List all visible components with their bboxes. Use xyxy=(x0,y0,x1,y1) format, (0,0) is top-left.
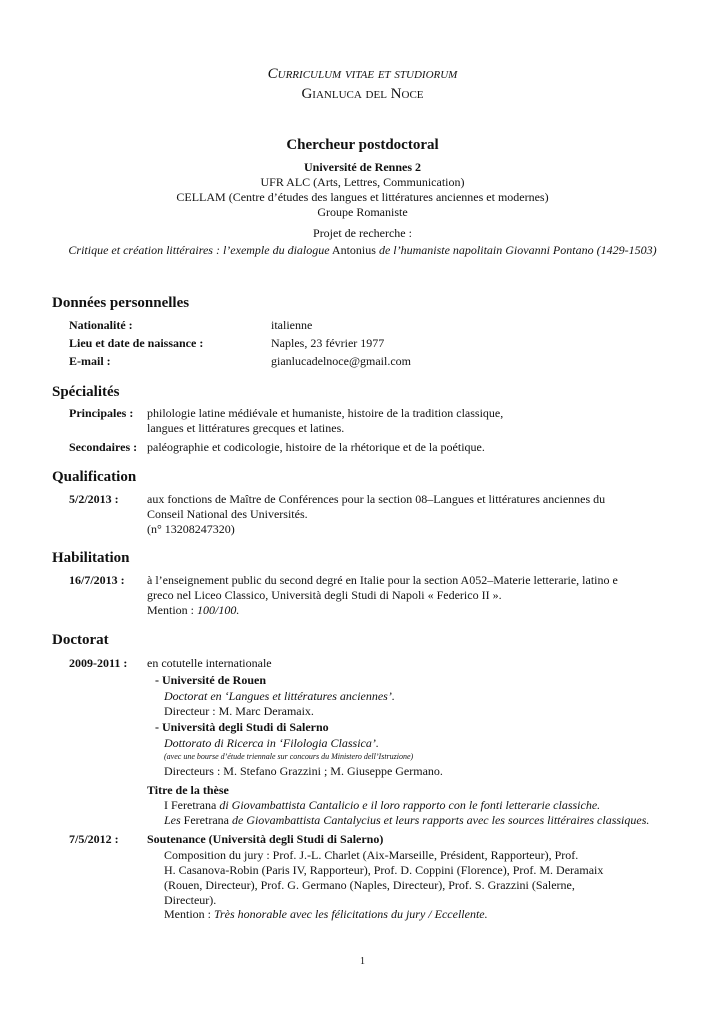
cellam: CELLAM (Centre d’études des langues et littératures anciennes et modernes) xyxy=(176,190,549,204)
habilitation-line2: greco nel Liceo Classico, Università degli Studi di Napoli « Federico II ». xyxy=(147,588,502,602)
these-label: Titre de la thèse xyxy=(147,783,229,797)
project-part3: de l’humaniste napolitain Giovanni Pontano (1429-1503) xyxy=(378,243,657,257)
group: Groupe Romaniste xyxy=(317,205,408,219)
doctorat-date1: 2009-2011 : xyxy=(69,656,128,670)
email-value: gianlucadelnoce@gmail.com xyxy=(271,354,411,368)
project-label: Projet de recherche : xyxy=(313,226,412,240)
secondaires-label: Secondaires : xyxy=(69,440,138,454)
section-personal: Données personnelles xyxy=(52,295,190,311)
habilitation-date: 16/7/2013 : xyxy=(69,573,125,587)
qualification-date: 5/2/2013 : xyxy=(69,492,119,506)
principales-line2: langues et littératures grecques et latines. xyxy=(147,421,345,435)
rouen-title: - Université de Rouen xyxy=(155,673,266,687)
qualification-line1: aux fonctions de Maître de Conférences pour la section 08–Langues et littératures anciennes du xyxy=(147,492,606,506)
habilitation-line1: à l’enseignement public du second degré en Italie pour la section A052–Materie letterarie, latino e xyxy=(147,573,618,587)
habilitation-mention-label: Mention : xyxy=(147,603,197,617)
jury-line4: Directeur). xyxy=(164,893,217,907)
qualification-line3: (n° 13208247320) xyxy=(147,522,235,536)
nationality-label: Nationalité : xyxy=(69,318,133,332)
section-qualification: Qualification xyxy=(52,469,137,485)
cv-name: Gianluca del Noce xyxy=(301,86,424,102)
email-label: E-mail : xyxy=(69,354,111,368)
soutenance-mention-value: Très honorable avec les félicitations du jury / Eccellente. xyxy=(214,907,488,921)
jury-line3: (Rouen, Directeur), Prof. G. Germano (Naples, Directeur), Prof. S. Grazzini (Salerne, xyxy=(164,878,575,892)
rouen-doc: Doctorat en ‘Langues et littératures anciennes’. xyxy=(164,689,395,703)
nationality-value: italienne xyxy=(271,318,313,332)
jury-line1: Composition du jury : Prof. J.-L. Charlet (Aix-Marseille, Président, Rapporteur), Prof. xyxy=(164,848,579,862)
section-specialites: Spécialités xyxy=(52,384,120,400)
ufr: UFR ALC (Arts, Lettres, Communication) xyxy=(260,175,465,189)
doctorat-date2: 7/5/2012 : xyxy=(69,832,119,846)
project-title xyxy=(0,243,725,258)
these-fr-c: de Giovambattista Cantalycius et leurs rapports avec les sources littéraires classiques. xyxy=(231,813,650,827)
salerno-doc: Dottorato di Ricerca in ‘Filologia Classica’. xyxy=(164,736,379,750)
soutenance-mention-label: Mention : xyxy=(164,907,214,921)
rouen-dir: Directeur : M. Marc Deramaix. xyxy=(164,704,314,718)
salerno-note: (avec une bourse d’étude triennale sur concours du Ministero dell’Istruzione) xyxy=(164,752,414,761)
project-part1: Critique et création littéraires : l’exemple du dialogue xyxy=(68,243,330,257)
section-habilitation: Habilitation xyxy=(52,550,130,566)
university: Université de Rennes 2 xyxy=(304,160,421,174)
cotutelle: en cotutelle internationale xyxy=(147,656,272,670)
qualification-line2: Conseil National des Universités. xyxy=(147,507,308,521)
habilitation-mention xyxy=(147,603,239,618)
these-fr-a: Les xyxy=(164,813,181,827)
habilitation-mention-value: 100/100. xyxy=(197,603,240,617)
page-number: 1 xyxy=(360,956,365,967)
principales-line1: philologie latine médiévale et humaniste, histoire de la tradition classique, xyxy=(147,406,504,420)
these-italian xyxy=(164,798,600,813)
soutenance-mention xyxy=(164,907,488,922)
soutenance: Soutenance (Università degli Studi di Salerno) xyxy=(147,832,384,846)
principales-label: Principales : xyxy=(69,406,134,420)
birth-value: Naples, 23 février 1977 xyxy=(271,336,385,350)
position-title: Chercheur postdoctoral xyxy=(286,137,439,153)
section-doctorat: Doctorat xyxy=(52,632,109,648)
these-it-b: di Giovambattista Cantalicio e il loro rapporto con le fonti letterarie classiche. xyxy=(216,798,601,812)
cv-title: Curriculum vitae et studiorum xyxy=(267,66,458,82)
these-fr-b: Feretrana xyxy=(180,813,232,827)
project-part2: Antonius xyxy=(329,243,379,257)
salerno-title: - Università degli Studi di Salerno xyxy=(155,720,329,734)
birth-label: Lieu et date de naissance : xyxy=(69,336,204,350)
secondaires-text: paléographie et codicologie, histoire de la rhétorique et de la poétique. xyxy=(147,440,485,454)
these-french xyxy=(164,813,649,828)
jury-line2: H. Casanova-Robin (Paris IV, Rapporteur), Prof. D. Coppini (Florence), Prof. M. Deramaix xyxy=(164,863,604,877)
these-it-a: I Feretrana xyxy=(164,798,217,812)
salerno-dir: Directeurs : M. Stefano Grazzini ; M. Giuseppe Germano. xyxy=(164,764,443,778)
